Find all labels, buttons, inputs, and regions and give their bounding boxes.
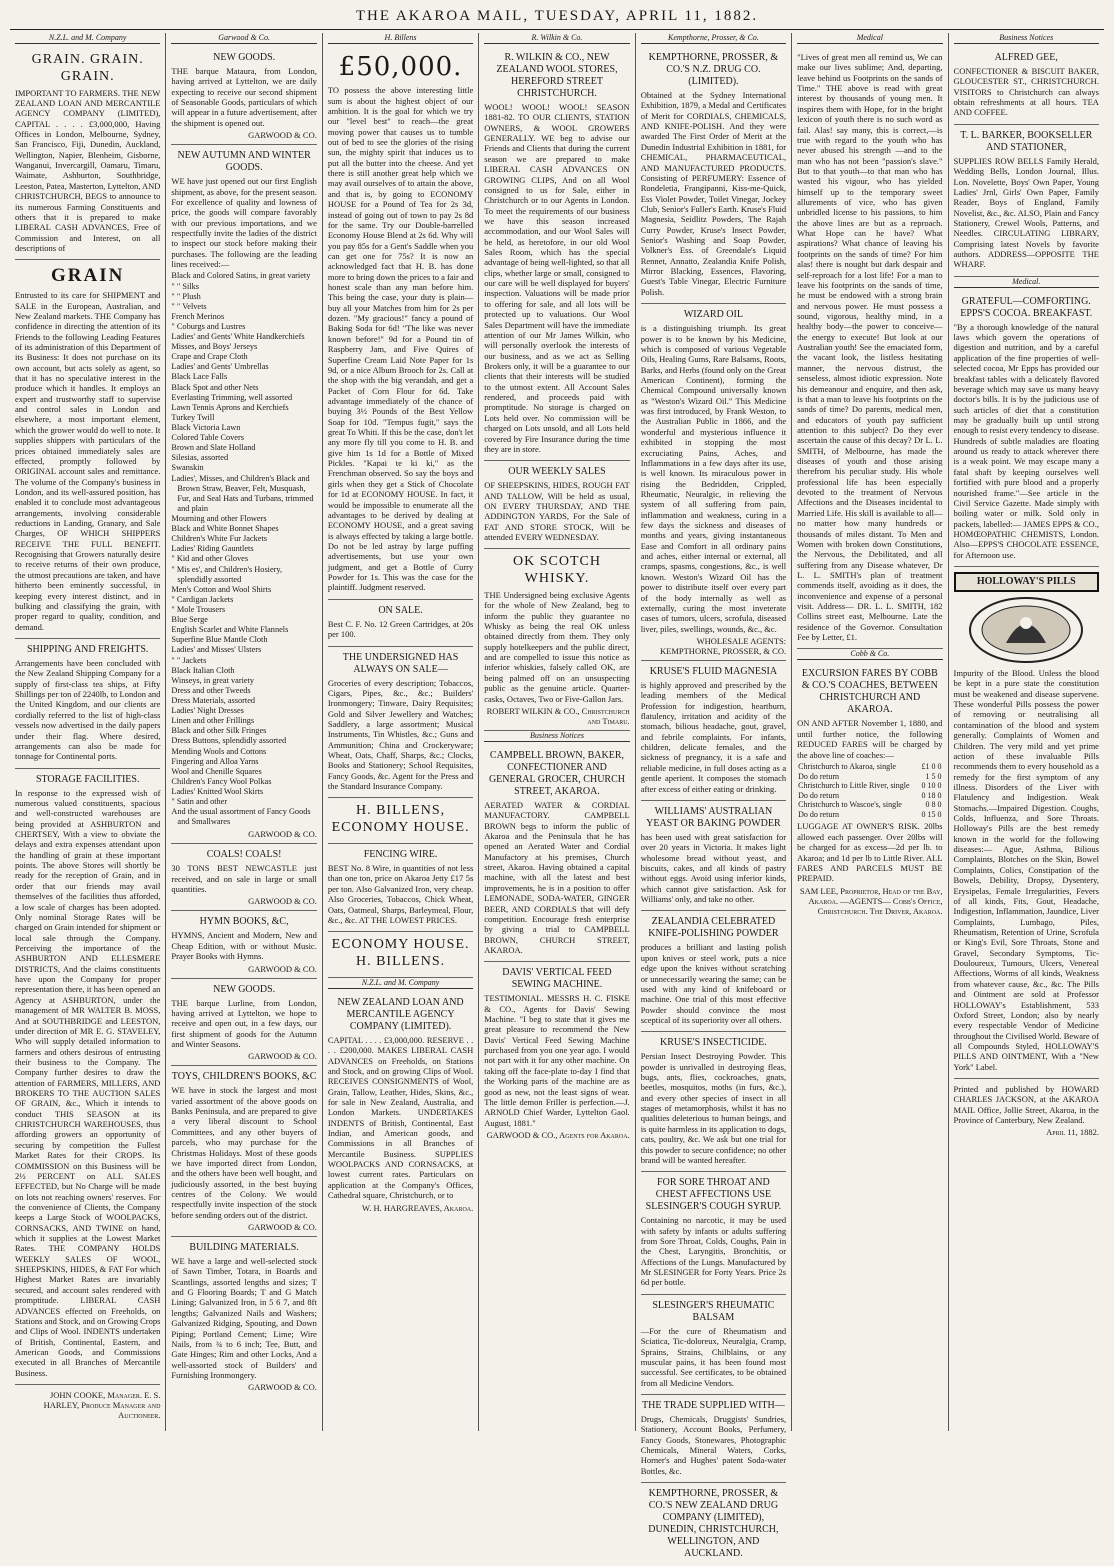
ad-signature: GARWOOD & CO., Agents for Akaroa.: [486, 1129, 630, 1140]
column-1: [10, 33, 166, 1431]
ad-body: IMPORTANT TO FARMERS. THE NEW ZEALAND LOAN AND MERCANTILE AGENCY COMPANY (LIMITED), CAPITAL . . . . £3,000,000, Having Offices in London, Melbourne, Sydney, San Francisco, Fiji, Dunedin, Auckland, Wellington, Napier, Blenheim, Gisborne, Wanganui, Invercargill, Oamaru, Timaru, Waimate, Ashburton, Southbridge, Leeston, Patea, Masterton, Lyttelton, AND CHRISTCHURCH, BEGS to announce to its numerous Farming Constituents and others that it is prepared to make LIBERAL CASH ADVANCES, Free of Commission and Interest, on all descriptions of: [15, 87, 161, 253]
ad-signature: GARWOOD & CO.: [248, 1051, 317, 1062]
list-item: " Mole Trousers: [171, 605, 226, 614]
list-item: Mourning and other Flowers: [171, 514, 267, 524]
ad-body-secondary: LUGGAGE AT OWNER'S RISK. 20lbs allowed each passenger. Over 20lbs will be charged for as excess—2d per lb. to Akaroa; and 1d per lb to Little River. ALL FARES AND PARCELS MUST BE PREPAID.: [797, 821, 943, 884]
ad-body: Obtained at the Sydney International Exhibition, 1879, a Medal and Certificates of Merit for CORDIALS, CHEMICALS, AND KNIFE-POLISH. And they were awarded The First Order of Merit at the Dunedin Industrial Exhibition in 1881, for CHEMICAL, PHARMACEUTICAL, AND MANUFACTURED PRODUCTS. Consisting of PERFUMERY: Essence of Rondeletia, Frangipanni, Kiss-me-Quick, Ess Violet Powder, Toilet Vinegar, Jockey Club, Senior's Fuller's Earth. Kruse's Fluid Magnesia, Seidlitz Powders, The Rajah Curry Powder, Kruse's Insect Powder, Senior's Washing and Soap Powder, Volkner's Ess. of Greendale's Liquid Rennet, Annatto, Zealandia Knife Polish, Mirror Blacking, Essences, Flavoring, Guest's Table Vinegar, Electric Furniture Polish.: [640, 90, 787, 297]
ad-signature: GARWOOD & CO.: [248, 963, 317, 974]
ad-body: WE have in stock the largest and most varied assortment of the above goods on Banks Peninsula, and are prepared to give a very liberal discount to School Committees, and any other buyers of parcels, who may purchase for the Christmas Holidays. Most of these goods we have imported direct from London, and the others have been well bought, and judiciously assorted, in the best buying centres of the Colony. We would respectfully invite inspection of the stock before sending orders out of the district.: [171, 1085, 317, 1220]
ad-body: is highly approved and prescribed by the leading members of the Medical Profession for indigestion, heartburn, flatulency, irritation and acidity of the stomach, bilious headache, gout, gravel, and febrile complaints. For infants, children, delicate females, and the sickness of pregnancy, it is a safe and reliable medicine, in full doses acting as a gentle aperient. It composes the stomach after excess of either eating or drinking.: [640, 679, 787, 794]
advertisement: [641, 1395, 786, 1483]
list-item: " Mis es', and Children's Hosiery, splendidly assorted: [171, 564, 283, 584]
advertisement: [641, 304, 786, 661]
advertisement: [15, 1385, 160, 1424]
table-row: [797, 791, 942, 801]
ad-body: HYMNS, Ancient and Modern, New and Cheap Edition, with or without Music. Prayer Books with Hymns.: [171, 930, 317, 962]
fare-price: 0 15 0: [921, 809, 942, 819]
ad-heading: £50,000.: [338, 52, 463, 82]
ad-body: "By a thorough knowledge of the natural laws which govern the operations of digestion and nutrition, and by a careful application of the fine properties of well-selected cocoa, Mr Epps has provided our breakfast tables with a delicately flavored beverage which may save us many heavy doctor's bills. It is by the judicious use of such articles of diet that a constitution may be gradually built up until strong enough to resist every tendency to disease. Hundreds of subtle maladies are floating around us ready to attack wherever there is a weak point. We may escape many a fatal shaft by keeping ourselves well fortified with pure blood and a properly nourished frame."—See article in the Civil Service Gazette. Made simply with boiling water or milk. Sold only in packets, labelled:— JAMES EPPS & CO., HOMŒOPATHIC CHEMISTS, London. Also—EPPS'S CHOCOLATE ESSENCE, for Afternoon use.: [953, 321, 1099, 560]
column-5: [636, 33, 792, 1560]
ad-heading: THE UNDERSIGNED HAS ALWAYS ON SALE—: [342, 651, 459, 675]
list-item: Superfine Blue Mantle Cloth: [171, 635, 268, 645]
list-item: Blue Serge: [171, 615, 208, 625]
advertisement: [954, 567, 1099, 1079]
list-item: " " Plush: [171, 291, 201, 301]
fare-route: Do do return: [798, 771, 839, 781]
column-4: [479, 33, 635, 1431]
column-subheader: Cobb & Co.: [797, 649, 942, 660]
advertisement: [328, 600, 473, 647]
ad-signature: GARWOOD & CO.: [248, 1382, 317, 1393]
ad-body: Drugs, Chemicals, Druggists' Sundries, Stationery, Account Books, Perfumery, Fancy Goods, Stonewares, Photographic Chemicals, Mineral Waters, Corks, Horner's and Hughes' patent Soda-water Bottles, &c.: [640, 1413, 787, 1476]
fare-price: 0 10 0: [921, 781, 942, 791]
column-header: N.Z.L. and M. Company: [15, 33, 160, 44]
ad-body: "Lives of great men all remind us, We can make our lives sublime; And, departing, leave behind us Footprints on the sands of Time." THE above is read with great interest by thousands of young men. It inspires them with Hope, for in the bright lexicon of youth there is no such word as fail. Alas! say many, this is correct,—is true with regard to the youth who has never abused his strength —and to the man who has not been "passion's slave." But to that youth—to that man who has wasted his vigour, who has yielded himself up to the temporary sweet allurements of vice, who has given unbridled license to his passions, to him the above lines are but as a reproach. What Hope can he have? What aspirations? What chance of leaving his footprints on the sands of time? For him alas! there is nought but dark despair and self-reproach for a lost life! For a man to leave his footprints on the sands of time, he must be endowed with a strong brain and nervous power. He must possess a sound, vigorous, healthy mind, in a healthy body—the power to conceive—the energy to execute! But look at our Australian youth! See the emaciated form, the vacant look, the listless hesitating manner, the nervous distrust, the senseless, almost idiotic expression. Note his demeanour and enquire, and then ask, is that a man to leave his footprints on the sands of time? Do parents, medical men, and educators of youth pay sufficient attention to this subject? Do they ever ascertain the cause of this decay? Dr L. L. SMITH, of Melbourne, has made the diseases of youth and those arising therefrom his peculiar study. His whole professional life has been especially devoted to the treatment of Nervous Affections and the Diseases incidental to Married Life. His skill is available to all—no matter how many hundreds or thousands of miles distant. To Men and Women with broken down Constitutions, the Nervous, the Debilitated, and all suffering from any Disease whatever, Dr L. L. SMITH's plan of treatment commends itself, avoiding as it does, the inconvenience and expense of a personal visit. Address— DR. L. L. SMITH, 182 Collins street east, Melbourne. Late the residence of the Governor. Consultation Fee by Letter, £1.: [797, 52, 943, 643]
advertisement: [641, 911, 786, 1032]
ad-body: Persian Insect Destroying Powder. This powder is unrivalled in destroying fleas, bugs, ants, flies, cockroaches, gnats, beetles, mosquitos, moths (in furs, &c.), and every other species of insect in all stages of metamorphosis, whilst it has no qualities deleterious to human beings, and is quite harmless in its application to dogs, cats, poultry, &c. We ask but one trial for this powder to secure confidence; no other brand will be wanted hereafter.: [640, 1051, 787, 1165]
list-item: " Cardigan Jackets: [171, 594, 234, 604]
list-item: Black Victoria Lawn: [171, 423, 241, 433]
advertisement: [954, 1079, 1099, 1141]
advertisement: [171, 844, 316, 911]
ad-heading: FENCING WIRE.: [363, 849, 438, 861]
ad-heading: ALFRED GEE,: [994, 52, 1058, 63]
advertisement: [484, 549, 629, 731]
ad-body: ON AND AFTER November 1, 1880, and until further notice, the following REDUCED FARES will be charged by the above line of coaches:—: [797, 718, 943, 760]
list-item: Linen and other Frillings: [171, 716, 255, 726]
ad-body: —For the cure of Rheumatism and Sciatica, Tic-doloreux, Neuralgia, Cramp, Sprains, Strains, Chilblains, or any muscular pains, it has been found most successful. See certificates, to be obtained from all Medicine Vendors.: [640, 1325, 787, 1388]
ad-body: In response to the expressed wish of numerous valued constituents, spacious and well-constructed warehouses are being provided at ASHBURTON and CHERTSEY, With a view to obviate the delays and extra expenses attendant upon the handling of grain at these important points. The above Stores will shortly be ready for the reception of Grain, and in order that our friends may avail themselves of the facilities thus afforded, a low scale of charges has been adopted. Only nominal Storage Rates will be charged on Grain intended for shipment or local sale through the Company. Perceiving the importance of the ASHBURTON AND ELLESMERE DISTRICTS, And the claims constituents have upon the Company for proper representation there, it has been opened an Agency at ASHBURTON, under the management of MR WALTER B. MOSS, And at SOUTHBRIDGE and LEESTON, under direction of MR E. G. STAVELEY, Who will supply detailed information to farmers and others desirous of entrusting their business to the Company. The Company further desires to draw the attention of FARMERS, MILLERS, AND BROKERS TO THE AUCTION SALES OF GRAIN, &c., Which it intends to conduct THIS SEASON at its CHRISTCHURCH WAREHOUSES, thus affording growers an opportunity of securing by competition the Fullest Market Rates for their CROPS. Its COMMISSION on this Business will be 2½ PERCENT on ALL SALES EFFECTED, but No Charge will be made on lots not reaching owners' reserves. For the convenience of Clients, the Company keeps a Large Stock of WOOLPACKS, CORNSACKS, AND TWINE on hand, which it supplies at the Lowest Market Rates. THE COMPANY HOLDS WEEKLY SALES OF WOOL, SHEEPSKINS, HIDES, & FAT For which Highest Market Rates are invariably secured, and account sales rendered with promptitude. LIBERAL CASH ADVANCES effected on Freeholds, on Stations and Stock, and on Growing Crops and Clips of Wool. INDENTS undertaken of British, Continental, Eastern, and American Goods, and Commissions executed in all Branches of Mercantile Business.: [15, 787, 161, 1378]
list-item: French Merinos: [171, 311, 225, 321]
list-item: Misses, and Boys' Jerseys: [171, 342, 258, 352]
list-item: English Scarlet and White Flannels: [171, 625, 289, 635]
ad-heading: NEW GOODS.: [213, 983, 276, 995]
ad-body: SUPPLIES ROW BELLS Family Herald, Wedding Bells, London Journal, Illus. Lon. Novelette, Boys' Own Paper, Young Ladies' Jrnl, Girls' Own Paper, Family Reader, Boys of England, Family Novelist, &c., &c. ALSO, Plain and Fancy Stationery, Crewel Wools, Patterns, and Needles. CIRCULATING LIBRARY, Comprising latest Novels by favorite authors. ADDRESS—OPPOSITE THE WHARF.: [953, 155, 1099, 270]
ad-signature: GARWOOD & CO.: [248, 829, 317, 840]
fare-price: £1 0 0: [921, 761, 942, 771]
list-item: Ladies' and Gents' Umbrellas: [171, 362, 269, 372]
ad-signature: WHOLESALE AGENTS: KEMPTHORNE, PROSSER, & CO.: [660, 635, 787, 656]
advertisement: [484, 962, 629, 1144]
ad-signature: SAM LEE, Proprietor, Head of the Bay, Akaroa. —AGENTS— Cobb's Office, Christchurch. The Driver, Akaroa.: [799, 885, 943, 916]
ad-body: TESTIMONIAL. MESSRS H. C. FISKE & CO., Agents for Davis' Sewing Machine. "I beg to state that it gives me great pleasure to recommend the New Davis' Vertical Feed Sewing Machine purchased from you one year ago. I would not part with it for any other machine. On taking off the face-plate to-day I find that the Working parts of the machine are as good as new, not the least signs of wear. The little demon Friller is perfection.—J. ARNOLD Chief Warder, Lyttelton Gaol. August, 1881.": [484, 993, 630, 1128]
fare-route: Christchurch to Akaroa, single: [798, 761, 896, 771]
ad-body: Groceries of every description; Tobaccos, Cigars, Pipes, &c., &c.; Builders' Ironmongery; Tinware, Dairy Requisites; Gold and Silver Jewellery and Watches; Saddlery, a large assortment; Musical Instruments, Tin Whistles, &c.; Guns and Ammunition; China and Crockeryware; Wheat, Oats, Chaff, Sharps, &c.; Clocks, Books and Stationery; School Requisites, Fancy Goods, &c. Agent for the Press and the Standard Insurance Company.: [327, 677, 474, 792]
advertisement: [484, 745, 629, 962]
ad-heading: ZEALANDIA CELEBRATED KNIFE-POLISHING POWDER: [648, 916, 779, 940]
list-item: " Kid and other Gloves: [171, 554, 249, 564]
advertisement: [641, 1032, 786, 1172]
advertisement: [954, 125, 1099, 277]
ad-body: Printed and published by HOWARD CHARLES JACKSON, at the AKAROA MAIL Office, Jollie Street, Akaroa, in the Province of Canterbury, New Zealand.: [953, 1084, 1099, 1126]
ad-body: THE barque Mataura, from London, having arrived at Lyttelton, we are daily expecting to receive our second shipment of Seasonable Goods, particulars of which will appear in a future advertisement, after the shipment is opened out.: [171, 66, 317, 128]
ad-body: 30 TONS BEST NEWCASTLE just received, and on sale in large or small quantities.: [171, 863, 317, 895]
list-item: Brown and Slate Holland: [171, 443, 256, 453]
column-subheader: Business Notices: [484, 731, 629, 742]
advertisement: [641, 1483, 786, 1566]
ad-body: Arrangements have been concluded with the New Zealand Shipping Company for a supply of first-class tea ships, at Fifty Shillings per ton of 2240lb, to London and the United Kingdom, and our clients are cordially referred to the list of high-class vessels now advertised in the daily papers under their flag. Where desired, arrangements can also be made for tonnage for Continental ports.: [15, 658, 161, 762]
list-item: Black Lace Falls: [171, 372, 228, 382]
ad-heading: WIZARD OIL: [683, 309, 743, 321]
advertisement: [797, 47, 942, 649]
fare-price: 1 5 0: [925, 771, 942, 781]
ad-heading: THE TRADE SUPPLIED WITH—: [642, 1399, 785, 1411]
ad-heading: ON SALE.: [378, 604, 423, 616]
ad-body: BEST No. 8 Wire, in quantities of not less than one ton, price on Akaroa Jetty £17 5s per ton. Also Galvanized Iron, very cheap. Also Groceries, Tobaccos, Chick Wheat, Oats, Oatmeal, Sharps, Barleymeal, Flour, &c., &c. AT THE LOWEST PRICES.: [327, 863, 474, 925]
list-item: Dress Materials, assorted: [171, 695, 256, 705]
ad-heading: GRAIN: [51, 265, 125, 287]
list-item: Men's Cotton and Wool Shirts: [171, 584, 272, 594]
ad-signature: April 11, 1882.: [1046, 1127, 1099, 1138]
advertisement: [954, 47, 1099, 125]
fare-route: Christchurch to Little River, single: [798, 781, 910, 791]
advertisement: [171, 145, 316, 844]
column-6: [792, 33, 948, 1431]
ad-signature: GARWOOD & CO.: [248, 1222, 317, 1233]
list-item: Wool and Chenille Squares: [171, 766, 262, 776]
list-item: Ladies', Misses, and Children's Black and Brown Straw, Beaver, Felt, Musquash, Fur, and Seal Hats and Turbans, trimmed and plain: [171, 473, 314, 513]
fare-route: Christchurch to Wascoe's, single: [798, 800, 902, 810]
ad-body: is a distinguishing triumph. Its great power is to be known by his Medicine, which is composed of various Vegetable Oils, Healing Gums, Rare Balsams, Roots, Barks, and Herbs (found only on the Great American Continent), forming the Chemical Compound universally known as "Weston's Wizard Oil." This Medicine was first introduced, by Frank Weston, to the Australian Public in 1866, and the wonderful and mysterious influence it exhibited in stopping the most excruciating Pains, Aches, and Inflammations in a few days after its use, is well known. Its miraculous power in rising the Bedridden, Crippled, Rheumatic, Neuralgic, in relieving the system of all suffering from pain, inflammation and weakness, curing in a few days the sickness and diseases of months and years, giving instantaneous Ease and Comfort in all ordinary pains and aches, either internal or external, all cramps, spasms, congestions, &c., is well known. Weston's Wizard Oil has the power to distribute itself over every part of the body internally as well as externally, curing the most inveterate cases of tumors, ulcers, scrofula, diseased liver, piles, swellings, wounds, &c., &c.: [640, 323, 787, 634]
ad-heading: WILLIAMS' AUSTRALIAN YEAST OR BAKING POWDER: [646, 805, 781, 829]
advertisement: [15, 47, 160, 260]
fares-table: [797, 762, 942, 820]
list-item: Black Spot and other Nets: [171, 382, 259, 392]
advertisement: [171, 979, 316, 1067]
ad-signature: GARWOOD & CO.: [248, 130, 317, 141]
list-item: Crape and Crape Cloth: [171, 352, 248, 362]
advertisement: [328, 844, 473, 932]
table-row: [797, 810, 942, 820]
ad-heading: SLESINGER'S RHEUMATIC BALSAM: [652, 1299, 775, 1323]
ad-heading: OK SCOTCH WHISKY.: [512, 554, 601, 587]
advertisement: [328, 932, 473, 978]
list-item: Ladies' and Misses' Ulsters: [171, 645, 262, 655]
column-header: Kempthorne, Prosser, & Co.: [641, 33, 786, 44]
ad-body: Containing no narcotic, it may be used with safety by infants or adults suffering from Sore Throat, Colds, Coughs, Pain in the Chest, Laryngitis, Bronchitis, or Affections of the Lungs. Manufactured by Mr SLESINGER for Forty Years. Price 2s 6d per bottle.: [640, 1215, 787, 1288]
list-item: Fingering and Alloa Yarns: [171, 756, 259, 766]
list-item: Black Italian Cloth: [171, 665, 235, 675]
list-item: " " Velvets: [171, 301, 207, 311]
ad-body: Impurity of the Blood. Unless the blood be kept in a pure state the constitution must be weakened and disease supervene. These wonderful Pills possess the power of removing or neutralising all contamination of the blood and system generally. Complaints of Women and Children. The very mild and yet prime action of these invaluable Pills recommends them to every household as a remedy for the first symptom of any illness. Disorders of the Liver with Flatulency and Indigestion. Weak Stomachs.—Impaired Digestion. Coughs, Colds, Influenza, and Sore Throats. Holloway's Pills are the best remedy known in the world for the following diseases:— Ague, Asthma, Bilious Complaints, Blotches on the Skin, Bowel Complaints, Colics, Constipation of the Bowels, Debility, Dropsy, Dysentery, Erysipelas, Female Irregularities, Fevers of all kinds, Fits, Gout, Headache, Indigestion, Inflammation, Jaundice, Liver Complaints, Lumbago, Piles, Rheumatism, Retention of Urine, Scrofula or King's Evil, Sore Throats, Stone and Gravel, Secondary Symptoms, Tic-Douloureux, Tumours, Ulcers, Venereal Affections, Worms of all kinds, Weakness from whatever cause, &c., &c. The Pills and Ointment are sold at Professor HOLLOWAY's Establishment, 533 Oxford Street, London; also by nearly every respectable Vendor of Medicine throughout the Civilised World. Beware of all Compounds Styled, HOLLOWAY'S PILLS AND OINTMENT, With a "New York" Label.: [953, 668, 1099, 1072]
fare-route: Do do return: [798, 790, 839, 800]
ad-heading: DAVIS' VERTICAL FEED SEWING MACHINE.: [502, 967, 612, 991]
table-row: [797, 762, 942, 772]
list-item: Ladies' Riding Gauntlets: [171, 544, 254, 554]
ad-body: THE barque Lurline, from London, having arrived at Lyttelton, we hope to receive and open out, in a few days, our first shipment of goods for the Autumn and Winter Seasons.: [171, 997, 317, 1049]
column-subheader: N.Z.L. and M. Company: [328, 978, 473, 989]
ad-signature: JOHN COOKE, Manager. E. S. HARLEY, Produce Manager and Auctioneer.: [43, 1390, 161, 1421]
ad-body: THE Undersigned being exclusive Agents for the whole of New Zealand, beg to inform the public they guarantee no Whisky as being the real OK unless obtained directly from them. They only supply hotelkeepers and the public direct, and are compelled to issue this notice as inferior whiskies, falsely called OK, are being palmed off on an unsuspecting public as the genuine article. Quarter-casks, Octaves, Two or Five-Gallon Jars.: [484, 589, 630, 704]
ad-body: AERATED WATER & CORDIAL MANUFACTORY. CAMPBELL BROWN begs to inform the public of Akaroa and the Peninsula that he has opened an Aerated Water and Cordial Manufactory at his premises, Church street, Akaroa. Having obtained a capital machine, with all the latest and best improvements, he is in a position to offer LEMONADE, SODA-WATER, GINGER BEER, AND CORDIALS that will defy competition. Encourage fresh enterprise by giving a trial to CAMPBELL BROWN, CHURCH STREET, AKAROA.: [484, 799, 630, 955]
advertisement: [171, 911, 316, 978]
advertisement: [15, 639, 160, 769]
fare-price: 0 18 0: [921, 790, 942, 800]
ad-heading: GRAIN. GRAIN. GRAIN.: [31, 52, 144, 84]
ad-heading: NEW ZEALAND LOAN AND MERCANTILE AGENCY COMPANY (LIMITED).: [337, 996, 464, 1032]
column-header: R. Wilkin & Co.: [484, 33, 629, 44]
ad-heading: SHIPPING AND FREIGHTS.: [27, 644, 149, 655]
ad-signature: ROBERT WILKIN & CO., Christchurch and Timaru.: [486, 705, 630, 726]
advertisement: [641, 1172, 786, 1295]
advertisement: [15, 260, 160, 639]
column-header: H. Billens: [328, 33, 473, 44]
fare-price: 0 8 0: [925, 800, 942, 810]
table-row: [797, 800, 942, 810]
advertisement: [328, 992, 473, 1217]
advertisement: [641, 47, 786, 304]
ad-heading: HOLLOWAY'S PILLS: [954, 572, 1099, 592]
ad-signature: GARWOOD & CO.: [248, 896, 317, 907]
list-item: Silesias, assorted: [171, 453, 229, 463]
ad-heading: KEMPTHORNE, PROSSER, & CO.'S N.Z. DRUG CO. (LIMITED).: [648, 52, 779, 87]
ad-heading: H. BILLENS, ECONOMY HOUSE.: [331, 803, 470, 836]
list-item: Dress and other Tweeds: [171, 685, 251, 695]
ad-body: CONFECTIONER & BISCUIT BAKER, GLOUCESTER ST., CHRISTCHURCH. VISITORS to Christchurch can always obtain refreshments at all hours. TEA AND COFFEE.: [953, 66, 1099, 118]
ad-heading: BUILDING MATERIALS.: [189, 1242, 299, 1254]
fare-route: Do do return: [798, 809, 839, 819]
list-item: Winseys, in great variety: [171, 675, 255, 685]
ad-heading: TOYS, CHILDREN'S BOOKS, &C: [171, 1071, 317, 1083]
ad-body: CAPITAL . . . . £3,000,000. RESERVE . . . . £200,000. MAKES LIBERAL CASH ADVANCES on Freeholds, on Stations and Stock, and on growing Clips of Wool. RECEIVES CONSIGNMENTS of Wool, Grain, Tallow, Leather, Hides, Skins, &c., for sale in New Zealand, Australia, and London Markets. UNDERTAKES INDENTS of British, Continental, East Indian, and American goods, and Commissions in all Branches of Mercantile Business. SUPPLIES WOOLPACKS AND CORNSACKS, at lowest current rates. Particulars on application at the Company's Offices, Cathedral square, Christchurch, or to: [327, 1034, 474, 1201]
table-row: [797, 781, 942, 791]
advertisement: [171, 1066, 316, 1237]
list-item: " Satin and other: [171, 797, 228, 807]
ad-heading: KEMPTHORNE, PROSSER, & CO.'S NEW ZEALAND DRUG COMPANY (LIMITED), DUNEDIN, CHRISTCHURCH, WELLINGTON, AND AUCKLAND.: [648, 1488, 779, 1560]
list-item: And the usual assortment of Fancy Goods and Smallwares: [171, 807, 311, 827]
seal-illustration-icon: [966, 595, 1086, 665]
ad-signature: W. H. HARGREAVES, Akaroa.: [361, 1202, 474, 1213]
table-row: [797, 772, 942, 782]
list-item: Colored Table Covers: [171, 433, 244, 443]
list-item: " " Silks: [171, 281, 199, 291]
advertisement: [171, 1237, 316, 1396]
advertisement: [484, 47, 629, 461]
advertisement: [15, 769, 160, 1385]
list-item: Mending Wools and Cottons: [171, 746, 267, 756]
ad-body: has been used with great satisfaction for over 20 years in Victoria. It makes light wholesome bread without yeast, and biscuits, cakes, and all kinds of pastry without eggs. Avoid using inferior kinds, which cannot give satisfaction. Ask for Williams' only, and take no other.: [640, 831, 787, 905]
masthead: THE AKAROA MAIL, TUESDAY, APRIL 11, 1882.: [10, 6, 1104, 30]
ad-body: produces a brilliant and lasting polish upon knives or steel work, puts a nice edge upon the knives without scratching or unnecessarily wearing the same; can be used with any kind of knifeboard or machine. One trial of this most effective Powder should convince the most sceptical of its superiority over all others.: [640, 942, 787, 1025]
list-item: Everlasting Trimming, well assorted: [171, 392, 293, 402]
ad-heading: HYMN BOOKS, &C,: [199, 916, 289, 928]
column-7: [949, 33, 1104, 1431]
ad-body: WOOL! WOOL! WOOL! SEASON 1881-82. TO OUR CLIENTS, STATION OWNERS, & WOOL GROWERS GENERALLY. WE beg to advise our Friends and Clients that during the current season we are prepared to make LIBERAL CASH ADVANCES ON GROWING CLIPS, And on all Wool consigned to us for Sale, either in Christchurch or to our Agents in London. To meet the requirements of our business we have this season increased accommodation, and our Wool Sales will be held, as heretofore, in our old Wool Sales Room, which has the special advantage of being well-lighted, so that all clips, whether large or small, consigned to our care will be well displayed for buyers' inspection. Valuations will be made prior to offering for sale, and all lots will be protected up to valuations. Our Wool Sales Department will have the immediate attention of our Mr James Wilkin, who will personally overlook the interests of our business, and as we act as Selling Brokers only, it will be a guarantee to our clients that their interests will be studied to the utmost extent. All Account Sales rendered, and proceeds paid with promptitude. No storage is charged on Lots held over. No commission will be charged on Lots unsold, and all Lots held covered by Fire Insurance during the time they are in store.: [484, 102, 630, 454]
ad-heading: EXCURSION FARES BY COBB & CO.'S COACHES, BETWEEN CHRISTCHURCH AND AKAROA.: [801, 668, 938, 716]
ad-heading: NEW GOODS.: [213, 52, 276, 63]
advertisement: [641, 801, 786, 912]
ad-heading: ECONOMY HOUSE. H. BILLENS.: [331, 937, 470, 970]
advertisement: [641, 1295, 786, 1395]
list-item: Black and other Silk Fringes: [171, 726, 267, 736]
ad-heading: GRATEFUL—COMFORTING. EPPS'S COCOA. BREAKFAST.: [960, 295, 1093, 319]
advertisement: [641, 661, 786, 801]
ad-body: TO possess the above interesting little sum is about the highest object of our ambition. It is the goal for which we try our "level best" to reach—the great moving power that causes us to tumble out of bed to see the glories of the rising sun, the mighty spirit that induces us to put all the butter into the cheese. And yet there is still another great help which we may avail ourselves of to attain the above, and that is, by going to ECONOMY HOUSE for a Pound of Tea for 2s 3d, instead of going out of town to pay 2s 8d for the same. Try our Double-barrelled Economy House Blend at 2s 6d. Why will you pay 85s for a Gent's Saddle when you can get one for 75s? It is now an acknowledged fact that H. B. has done more to bring down the prices to a fair and honest scale than any man before him. This being the case, your duty is plain—buy all your Matches from him for 2s per dozen. "My gracious!" fancy a pound of Baking Soda for 6d! "The like was never known before!" 9d for a Pound tin of Raspberry Jam, and Five Quires of Superfine Cream Laid Note Paper for 1s 9d, or a nice Album Brooch for 2s. Call at the shop with the big verandah, and get a Packet of Corn Flour for 6d. Take advantage immediately of the chance of buying 3½ Pounds of the Best Yellow Soap for 10d. "Tempus fugit," says the great To Whiti. If this be the case, don't let any more fly till you come to H. B. and give him 1s 1d for a Bottle of Mixed Pickles. "Kapai te ki ki," as the Frenchman observed. So say the boys and girls when they get a Stick of Chocolate for 1d at ECONOMY HOUSE. In fact, it would be impossible to enumerate all the advantages to be derived by dealing at ECONOMY HOUSE, and a great saving is always effected by taking a large bottle. Do not be led astray by large puffing advertisements, but use your own judgment, and get a Bottle of Curry Powder for 1s. This was the case for the plaintiff. Judgment reserved.: [327, 85, 474, 593]
advertisement: [797, 663, 942, 919]
ad-heading: KRUSE'S INSECTICIDE.: [659, 1037, 767, 1049]
ad-heading: COALS! COALS!: [206, 849, 282, 861]
list-item: Black and White Bonnet Shapes: [171, 524, 279, 534]
list-item: Swanskin: [171, 463, 204, 473]
advertisement: [171, 47, 316, 145]
ad-heading: R. WILKIN & CO., NEW ZEALAND WOOL STORES, HEREFORD STREET CHRISTCHURCH.: [496, 52, 618, 99]
ad-body: WE have a large and well-selected stock of Sawn Timber, Totara, in Boards and Scantlings, assorted lengths and sizes; T and G Flooring Boards; T and G Match Lining; Galvanized Iron, in 5 6 7, and 8ft lengths; Galvanized Nails and Washers; Galvanized Ridging, Spouting, and Down Piping; Portland Cement; Lime; Wire Nails, from ¾ to 6 inch; Tee, Butt, and Gate Hinges; Rim and other Locks, And a well-assorted stock of Builders' and Furnishing Ironmongery.: [171, 1256, 317, 1380]
list-item: Ladies' Knitted Wool Skirts: [171, 786, 264, 796]
advertisement: [484, 461, 629, 549]
column-3: [323, 33, 479, 1431]
list-item: Ladies' Night Dresses: [171, 706, 244, 716]
advertisement: [954, 291, 1099, 567]
column-subheader: Medical.: [954, 277, 1099, 288]
advertisement: [328, 647, 473, 799]
list-item: " Coburgs and Lustres: [171, 321, 246, 331]
columns-container: [10, 33, 1104, 1560]
column-header: Business Notices: [954, 33, 1099, 44]
list-item: Dress Buttons, splendidly assorted: [171, 736, 287, 746]
ad-body: Entrusted to its care for SHIPMENT and SALE in the European, Australian, and New Zealand markets. THE Company has confidence in directing the attention of its Friends to the following Leading Features of its administration of this Department of its Business: It does not purchase on its own account, but acts solely as agent, so that it has no speculative interest in the produce which it handles. It employs an expert and trustworthy staff to supervise and control sales in London and elsewhere, a most important element, which the grower would do well to note. It supplies shippers with particulars of the prices obtained immediately sales are effected, promptly followed by ORIGINAL account sales and remittance. The volume of the Company's business in London, and its well-assured position, has enabled it to conclude most advantageous arrangements, involving considerable reductions in Landing, Granary, and Sale Charges, OF WHICH SHIPPERS RECEIVE THE FULL BENEFIT. Recognising that Growers naturally desire to receive returns of their own produce, the utmost precautions are taken, and have hitherto been eminently successful, in keeping every interest distinct, and in bulking and classifying the grain, with proper regard to quality, condition, and demand.: [15, 290, 161, 632]
ad-heading: NEW AUTUMN AND WINTER GOODS.: [177, 150, 311, 174]
column-2: [166, 33, 322, 1431]
ad-heading: STORAGE FACILITIES.: [35, 773, 140, 785]
list-item: Ladies' and Gents' White Handkerchiefs: [171, 332, 305, 342]
ad-heading: FOR SORE THROAT AND CHEST AFFECTIONS USE SLESINGER'S COUGH SYRUP.: [645, 1177, 782, 1213]
list-item: Children's Fancy Wool Polkas: [171, 776, 272, 786]
ad-heading: T. L. BARKER, BOOKSELLER AND STATIONER,: [960, 129, 1093, 153]
list-item: Black and Colored Satins, in great variety: [171, 271, 311, 281]
ad-body: Best C. F. No. 12 Green Cartridges, at 20s per 100.: [327, 618, 474, 640]
ad-body: OF SHEEPSKINS, HIDES, ROUGH FAT AND TALLOW, Will be held as usual, ON EVERY THURSDAY, AND THE ADDINGTON YARDS, For the Sale of FAT AND STORE STOCK, Will be attended EVERY WEDNESDAY.: [484, 480, 630, 543]
list-item: Children's White Fur Jackets: [171, 534, 268, 544]
ad-heading: OUR WEEKLY SALES: [508, 466, 606, 478]
list-item: Lawn Tennis Aprons and Kerchiefs: [171, 402, 289, 412]
advertisement: [328, 47, 473, 600]
goods-list: [171, 271, 316, 827]
list-item: " " Jackets: [171, 655, 207, 665]
ad-heading: KRUSE'S FLUID MAGNESIA: [649, 665, 778, 677]
column-header: Garwood & Co.: [171, 33, 316, 44]
advertisement: [328, 798, 473, 844]
list-item: Turkey Twill: [171, 412, 215, 422]
column-header: Medical: [797, 33, 942, 44]
ad-body: WE have just opened out our first English shipment, as above, for the present season. For excellence of quality and lowness of price, the goods will compare favorably with our previous importations, and we respectfully invite the ladies of the district to inspect our stock before making their purchases. The following are the leading lines received:—: [171, 176, 317, 270]
ad-heading: CAMPBELL BROWN, BAKER, CONFECTIONER AND GENERAL GROCER, CHURCH STREET, AKAROA.: [488, 749, 625, 797]
